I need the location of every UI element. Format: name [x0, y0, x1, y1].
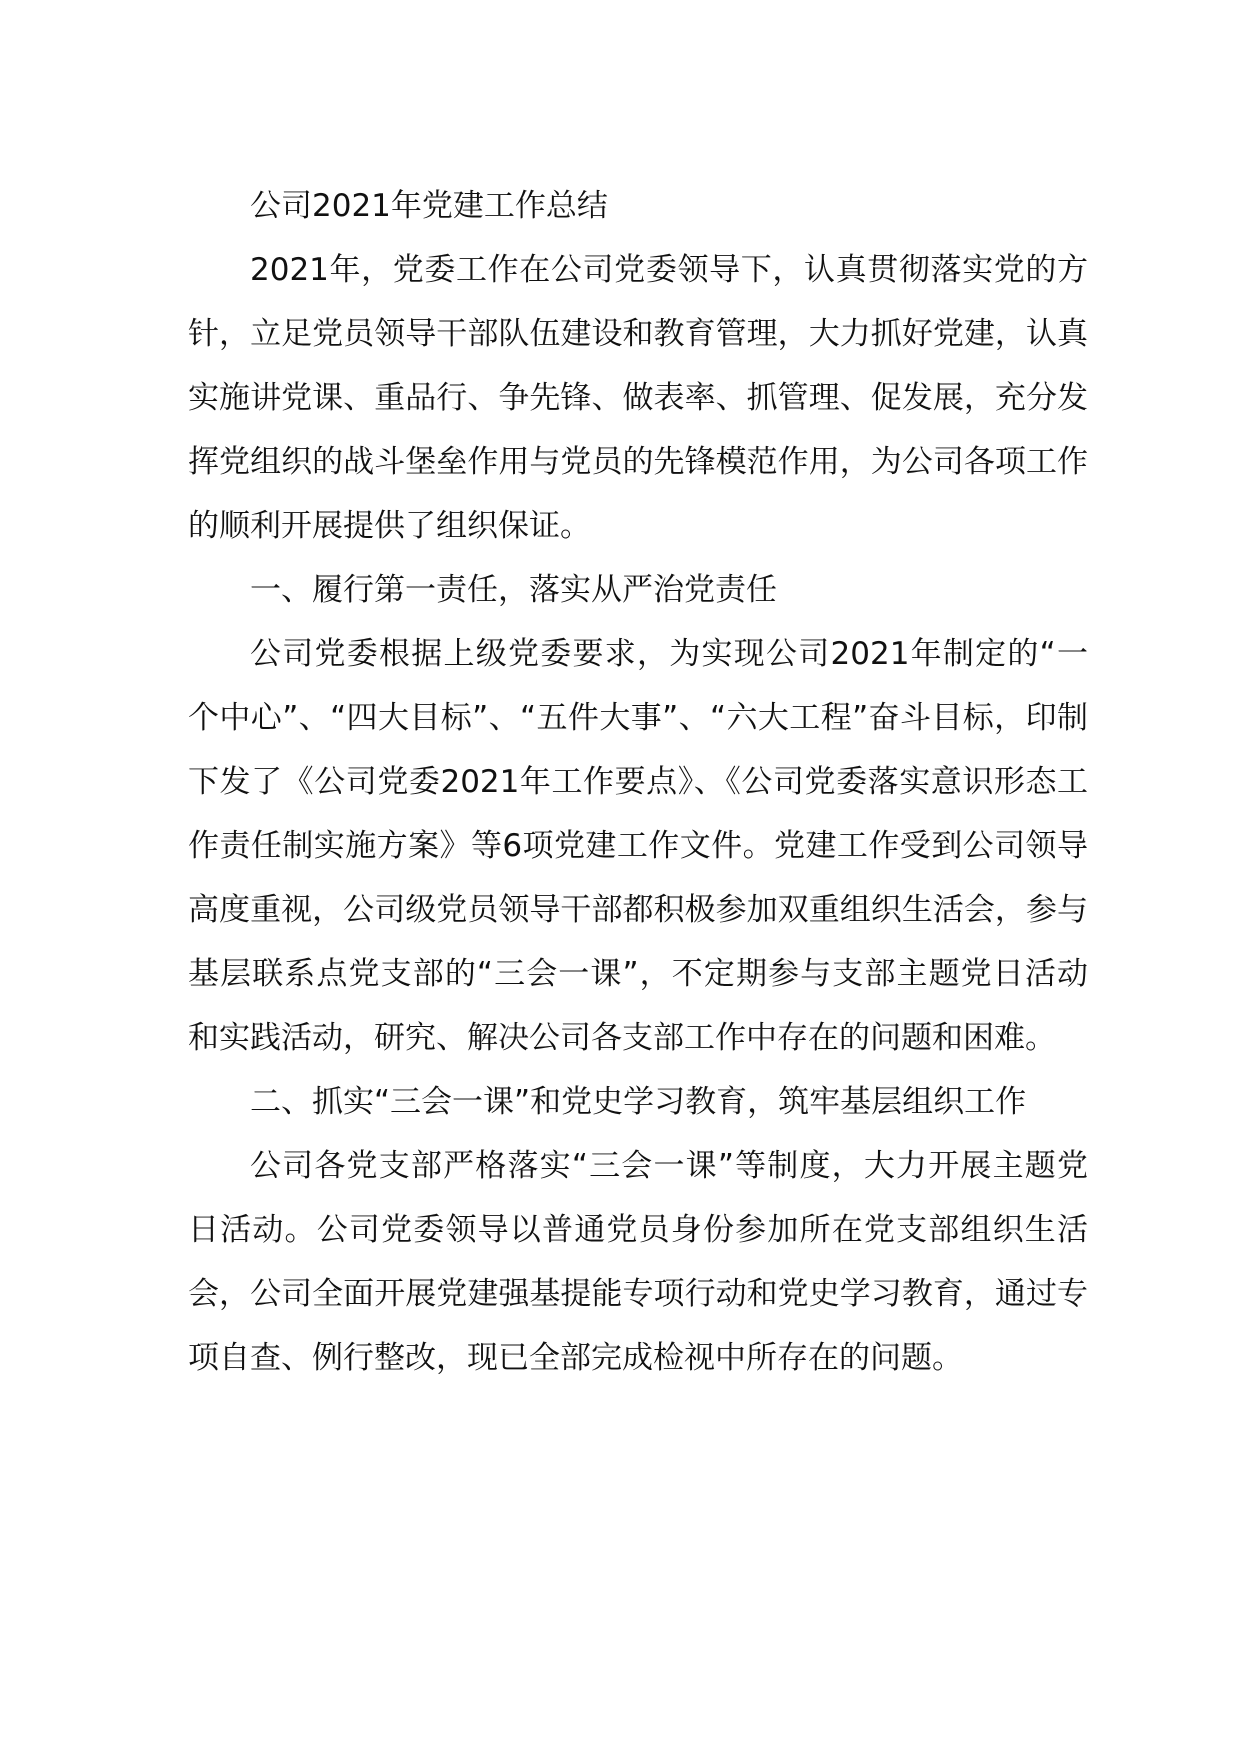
- paragraph-section-1: 公司党委根据上级党委要求，为实现公司2021年制定的“一个中心”、“四大目标”、“五件大事”、“六大工程”奋斗目标，印制下发了《公司党委2021年工作要点》、《公司党委落实意识形态工作责任制实施方案》等6项党建工作文件。党建工作受到公司领导高度重视，公司级党员领导干部都积极参加双重组织生活会，参与基层联系点党支部的“三会一课”，不定期参与支部主题党日活动和实践活动，研究、解决公司各支部工作中存在的问题和困难。: [188, 636, 1088, 1056]
- document-title: 公司2021年党建工作总结: [250, 188, 608, 224]
- paragraph-intro: 2021年，党委工作在公司党委领导下，认真贯彻落实党的方针，立足党员领导干部队伍建设和教育管理，大力抓好党建，认真实施讲党课、重品行、争先锋、做表率、抓管理、促发展，充分发挥党组织的战斗堡垒作用与党员的先锋模范作用，为公司各项工作的顺利开展提供了组织保证。: [188, 252, 1088, 544]
- paragraph-section-2: 公司各党支部严格落实“三会一课”等制度，大力开展主题党日活动。公司党委领导以普通党员身份参加所在党支部组织生活会，公司全面开展党建强基提能专项行动和党史学习教育，通过专项自查、例行整改，现已全部完成检视中所存在的问题。: [188, 1148, 1088, 1376]
- document-body: [188, 174, 1088, 1390]
- section-heading-1: 一、履行第一责任，落实从严治党责任: [250, 572, 777, 608]
- section-heading-2: 二、抓实“三会一课”和党史学习教育，筑牢基层组织工作: [250, 1084, 1027, 1120]
